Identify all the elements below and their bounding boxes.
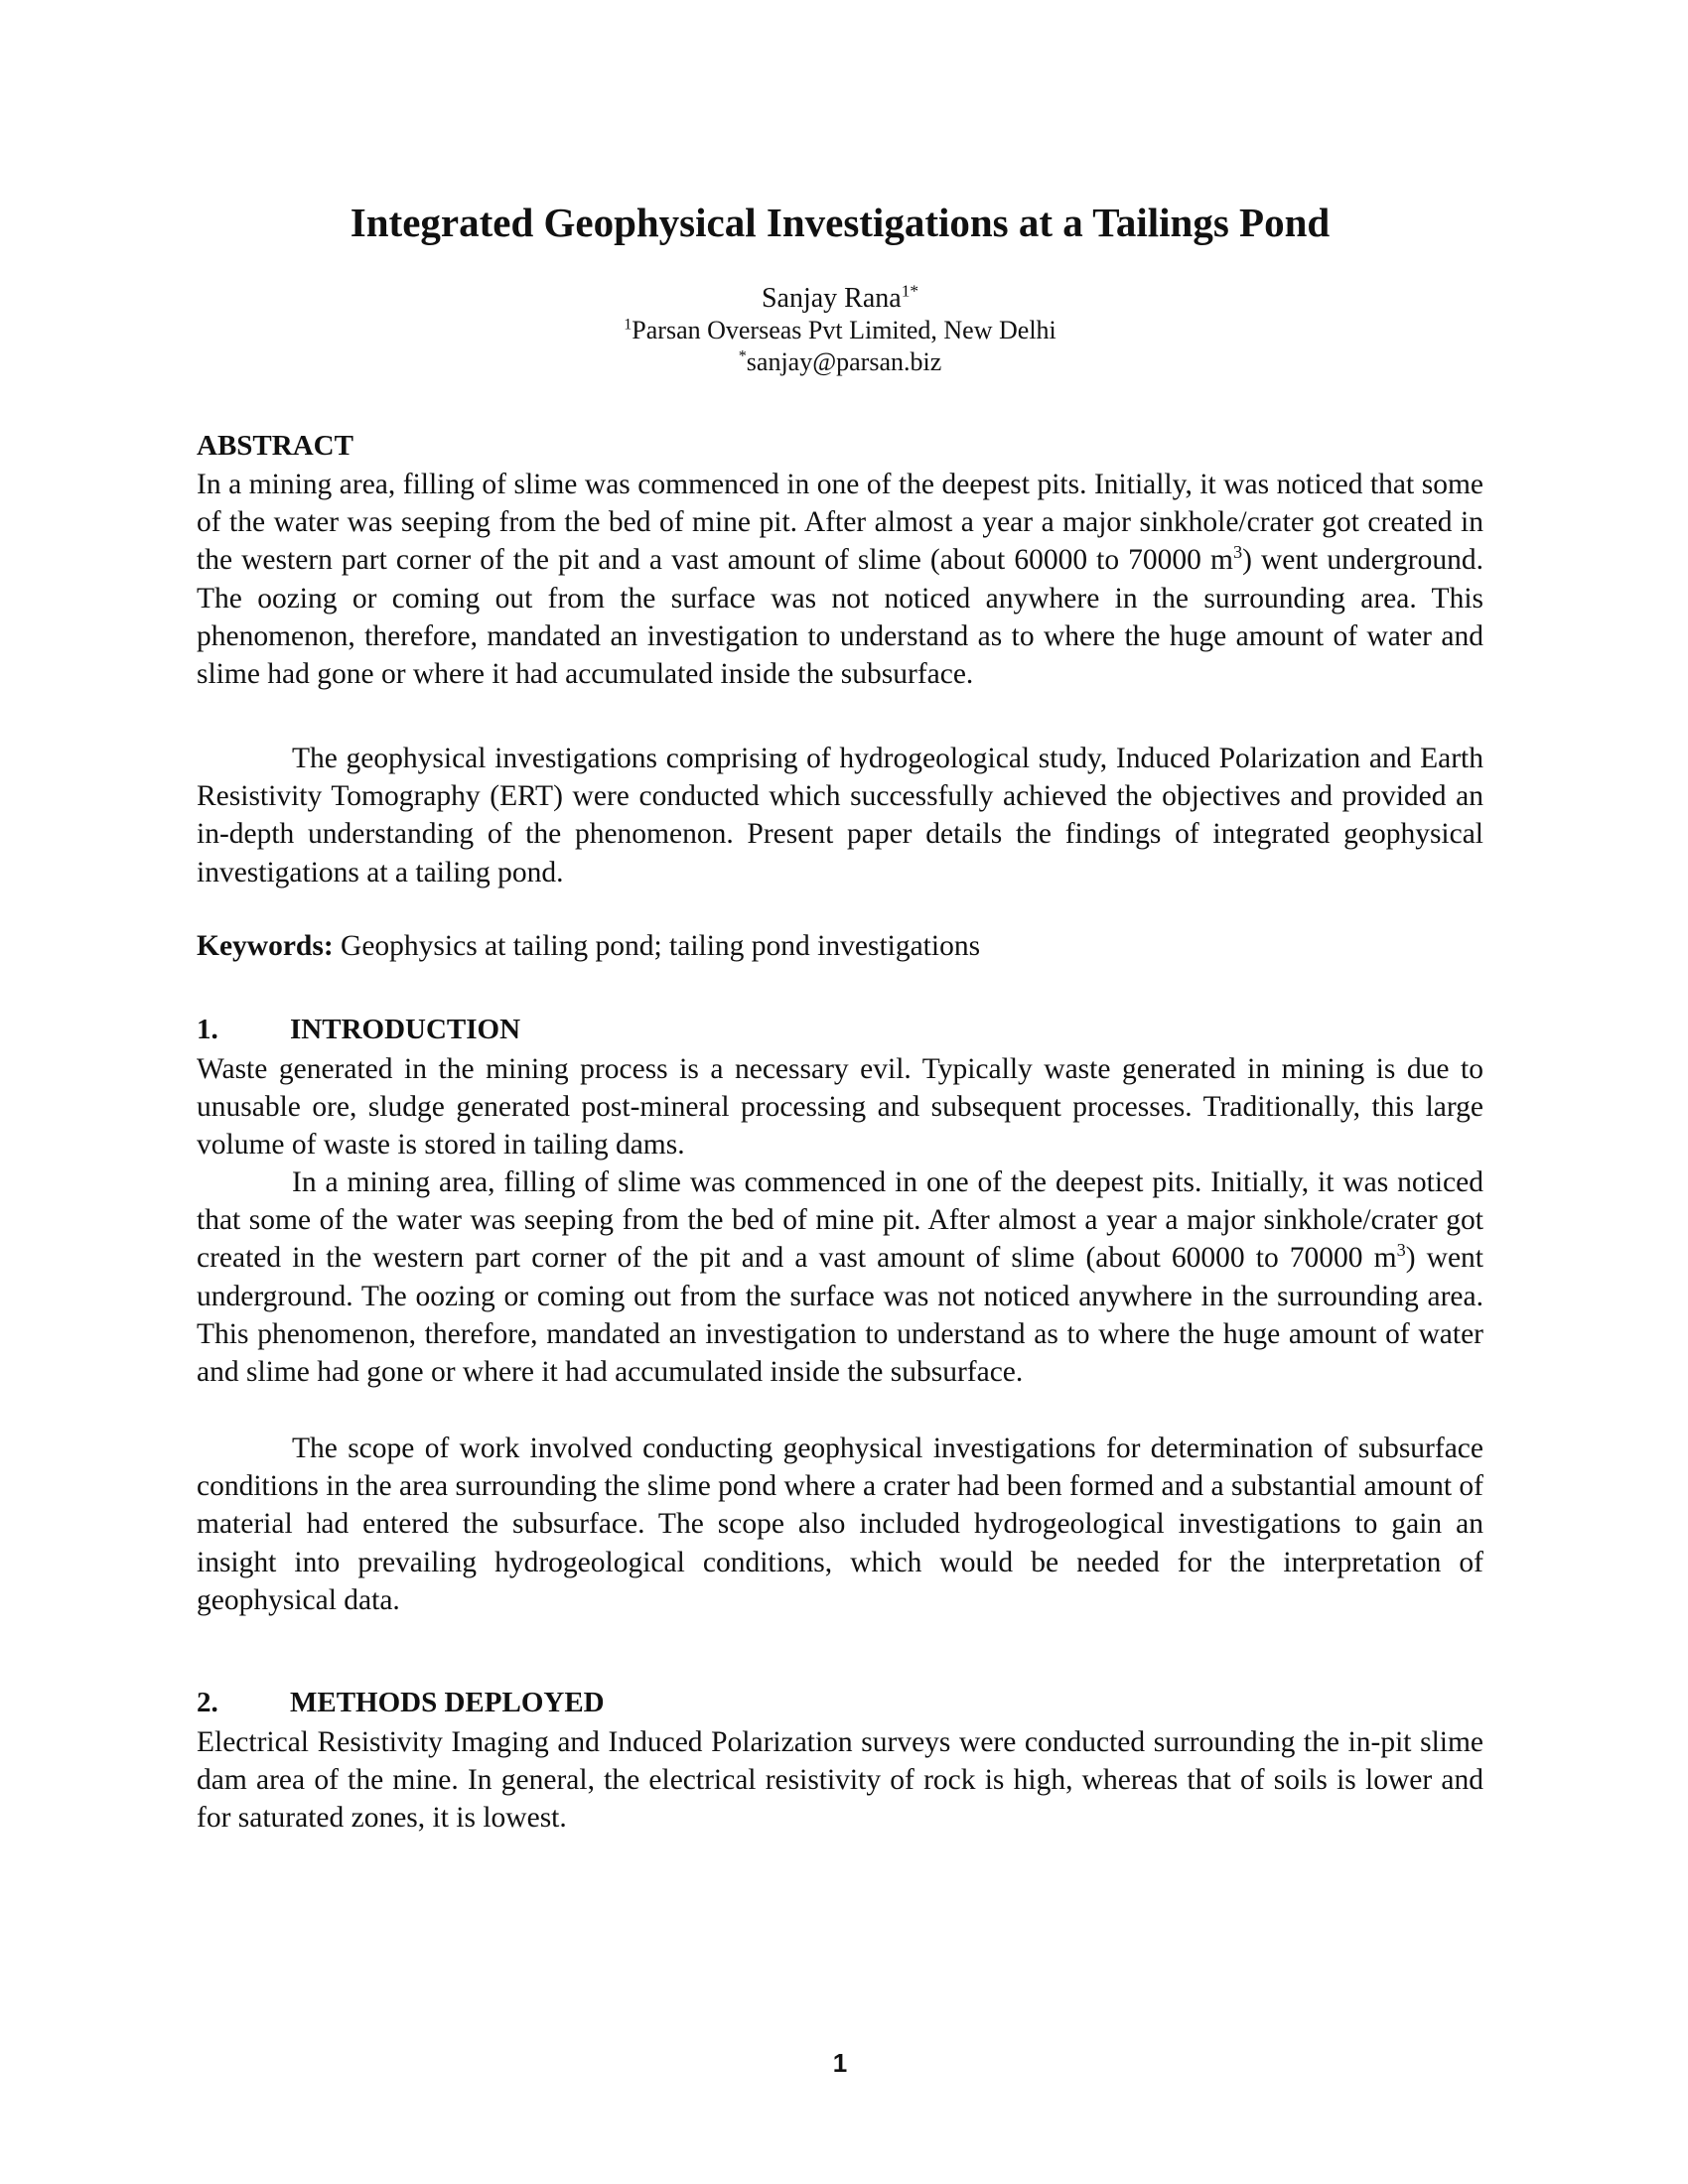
introduction-p2-text-a: In a mining area, filling of slime was commenced in one of the deepest pits. Initially, it was noticed that some of the water was seeping from the bed of mine pit. After almost a year a major sinkhole/crater got created in the western part corner of the pit and a vast amount of slime (about 60000 to 70000 m	[197, 1166, 1483, 1275]
paper-title: Integrated Geophysical Investigations at a Tailings Pond	[350, 200, 1331, 245]
author-name-superscript: 1*	[901, 281, 919, 301]
keywords-label: Keywords:	[197, 930, 334, 962]
methods-title: METHODS DEPLOYED	[290, 1687, 605, 1718]
abstract-heading: ABSTRACT	[197, 430, 353, 462]
author-name	[197, 283, 1483, 315]
methods-heading	[197, 1684, 605, 1721]
keywords-text: Geophysics at tailing pond; tailing pond investigations	[333, 930, 981, 962]
page-number: 1	[832, 2048, 848, 2078]
author-email	[197, 346, 1483, 378]
introduction-title: INTRODUCTION	[290, 1014, 521, 1045]
introduction-paragraph-1: Waste generated in the mining process is a necessary evil. Typically waste generated in mining is due to unusable ore, sludge generated post-mineral processing and subsequent processes. Traditionally, this large volume of waste is stored in tailing dams.	[197, 1053, 1483, 1161]
abstract-paragraph-2: The geophysical investigations comprising of hydrogeological study, Induced Polarization and Earth Resistivity Tomography (ERT) were conducted which successfully achieved the objectives and provided an in-depth understanding of the phenomenon. Present paper details the findings of integrated geophysical investigations at a tailing pond.	[197, 743, 1483, 888]
methods-paragraph-1: Electrical Resistivity Imaging and Induced Polarization surveys were conducted surrounding the in-pit slime dam area of the mine. In general, the electrical resistivity of rock is high, whereas that of soils is lower and for saturated zones, it is lowest.	[197, 1726, 1483, 1835]
introduction-p2-text-b: ) went underground. The oozing or coming out from the surface was not noticed anywhere in the surrounding area. This phenomenon, therefore, mandated an investigation to understand as to where the huge amount of water and slime had gone or where it had accumulated inside the subsurface.	[197, 1242, 1483, 1389]
introduction-number: 1.	[197, 1014, 218, 1045]
abstract-p1-superscript: 3	[1232, 542, 1243, 563]
introduction-heading	[197, 1011, 520, 1048]
abstract-p1-text-b: ) went underground. The oozing or coming out from the surface was not noticed anywhere in the surrounding area. This phenomenon, therefore, mandated an investigation to understand as to where the huge amount of water and slime had gone or where it had accumulated inside the subsurface.	[197, 544, 1483, 691]
affiliation-superscript: 1	[624, 316, 633, 334]
email-superscript: *	[738, 347, 747, 365]
abstract-p1-text-a: In a mining area, filling of slime was commenced in one of the deepest pits. Initially, it was noticed that some of the water was seeping from the bed of mine pit. After almost a year a major sinkhole/crater got created in the western part corner of the pit and a vast amount of slime (about 60000 to 70000 m	[197, 469, 1483, 577]
author-affiliation	[197, 315, 1483, 346]
abstract-paragraph-1	[197, 466, 1483, 693]
author-block	[197, 283, 1483, 378]
introduction-p2-superscript: 3	[1396, 1240, 1406, 1261]
affiliation-text: Parsan Overseas Pvt Limited, New Delhi	[632, 316, 1056, 344]
methods-number: 2.	[197, 1687, 218, 1718]
email-text: sanjay@parsan.biz	[746, 347, 942, 376]
introduction-paragraph-2	[197, 1163, 1483, 1391]
introduction-paragraph-3: The scope of work involved conducting geophysical investigations for determination of subsurface conditions in the area surrounding the slime pond where a crater had been formed and a substantial amount of material had entered the subsurface. The scope also included hydrogeological investigations to gain an insight into prevailing hydrogeological conditions, which would be needed for the interpretation of geophysical data.	[197, 1433, 1483, 1616]
author-name-text: Sanjay Rana	[761, 283, 902, 314]
keywords-line	[197, 927, 1483, 965]
